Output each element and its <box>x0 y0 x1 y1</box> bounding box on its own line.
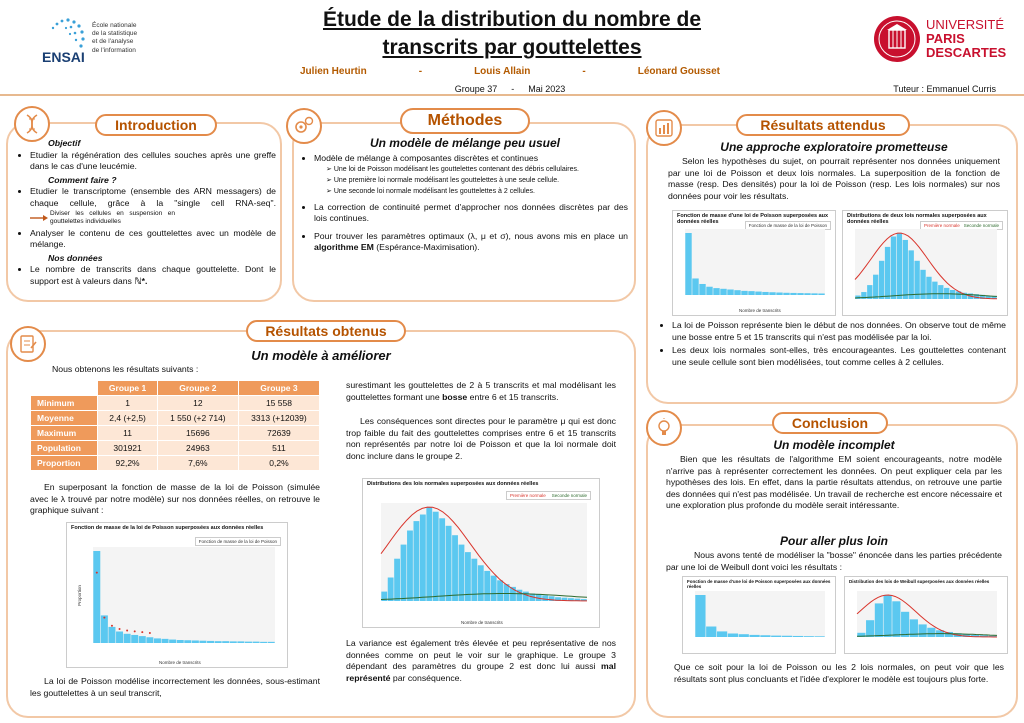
histogram-bar <box>446 526 452 601</box>
obtenus-intro: Nous obtenons les résultats suivants : <box>52 364 199 374</box>
date-label: Mai 2023 <box>528 84 566 94</box>
comment-text-2: • Analyser le contenu de ces gouttelettes avec un modèle de mélange. <box>30 228 276 251</box>
objectif-heading: Objectif <box>48 138 81 148</box>
histogram-bar <box>253 642 260 643</box>
methodes-bullet-1-text: Modèle de mélange à composantes discrètes et continues <box>314 153 539 163</box>
histogram-bar <box>177 640 184 643</box>
histogram-bar <box>685 233 691 295</box>
table-header: Groupe 3 <box>238 381 319 396</box>
methodes-b3-bold: algorithme EM <box>314 242 374 253</box>
header-divider <box>0 94 1024 96</box>
conclusion-subtitle-2: Pour aller plus loin <box>779 534 889 548</box>
obtenus-p6-bold: mal représenté <box>346 661 616 683</box>
table-cell: Population <box>31 441 98 456</box>
histogram-bar <box>891 236 896 299</box>
table-cell: Minimum <box>31 396 98 411</box>
ensai-sub-line: et de l'analyse <box>92 38 134 46</box>
conclusion-weibull-figure <box>844 576 1008 654</box>
obtenus-subtitle: Un modèle à améliorer <box>251 348 391 363</box>
attendus-bullet-1: • La loi de Poisson représente bien le début de nos données. On observe tout de même une bosse entre 5 et 15 transcrits qui n'est pas modélisée par la loi. <box>672 320 1006 343</box>
histogram-bar <box>762 292 768 295</box>
paris-descartes-wordmark <box>926 18 1006 60</box>
histogram-bar <box>108 627 115 643</box>
histogram-bar <box>452 535 458 601</box>
table-cell: 92,2% <box>98 456 158 471</box>
histogram-bar <box>230 641 237 643</box>
ensai-subtitle <box>92 22 172 55</box>
table-row <box>31 456 320 471</box>
histogram-bar <box>932 282 937 299</box>
histogram-bar <box>919 624 927 637</box>
obtenus-poisson-figure <box>66 522 288 668</box>
histogram-bar <box>926 277 931 299</box>
methodes-bullet-3 <box>314 231 628 254</box>
histogram-bar <box>938 285 943 299</box>
paris-logo-line: PARIS <box>926 31 965 46</box>
table-row <box>31 411 320 426</box>
table-cell: 1 <box>98 396 158 411</box>
histogram-bar <box>439 518 445 601</box>
table-cell: 2,4 (+2,5) <box>98 411 158 426</box>
histogram-bar <box>804 293 810 295</box>
objectif-text: • Etudier la régénération des cellules souches après une greffe dans le cas d'une leucémie. <box>30 150 276 173</box>
histogram-bar <box>237 641 244 643</box>
histogram-bar <box>192 640 199 643</box>
table-cell: Maximum <box>31 426 98 441</box>
obtenus-p4-text: surestimant les gouttelettes de 2 à 5 transcrits et mal modélisant les gouttelettes formant une <box>346 380 616 402</box>
histogram-bar <box>818 293 824 295</box>
fig1-legend: Fonction de masse de la loi de Poisson <box>745 221 831 230</box>
histogram-bar <box>401 545 407 601</box>
methodes-sub-item: ➢ Une seconde loi normale modélisant les gouttelettes à 2 cellules. <box>326 187 628 196</box>
histogram-bar <box>699 284 705 295</box>
histogram-bar <box>903 240 908 299</box>
fig2-legend-item: Première normale <box>923 223 960 228</box>
histogram-bar <box>713 288 719 295</box>
fig4-xlabel: Nombre de transcrits <box>461 620 503 625</box>
histogram-bar <box>728 634 738 638</box>
fig2-legend-item: Seconde normale <box>963 223 999 228</box>
table-cell: 11 <box>98 426 158 441</box>
fig2-title: Distributions de deux lois normales superposées aux données réelles <box>847 213 987 225</box>
fig5-chart <box>687 589 833 649</box>
fig6-chart <box>849 589 1005 649</box>
histogram-bar <box>692 278 698 295</box>
group-date <box>360 84 660 94</box>
fig4-chart <box>373 501 595 613</box>
histogram-bar <box>875 603 883 637</box>
histogram-bar <box>793 636 803 637</box>
fig3-ylabel: Proportion <box>76 585 82 606</box>
histogram-bar <box>741 291 747 295</box>
plot-area <box>685 229 825 295</box>
conclusion-poisson-figure <box>682 576 836 654</box>
histogram-bar <box>491 576 497 601</box>
histogram-bar <box>523 592 529 601</box>
histogram-bar <box>426 507 432 601</box>
table-cell: 511 <box>238 441 319 456</box>
dna-icon <box>14 106 50 142</box>
poisson-point <box>149 632 151 634</box>
group-sep: - <box>511 84 515 94</box>
histogram-bar <box>790 293 796 295</box>
poisson-point <box>119 628 121 630</box>
histogram-bar <box>814 636 824 637</box>
histogram-bar <box>484 571 490 601</box>
title-line-2: transcrits par gouttelettes <box>382 36 642 59</box>
group-label: Groupe 37 <box>454 84 498 94</box>
fig4-legend-item: Seconde normale <box>551 493 587 498</box>
histogram-bar <box>139 636 146 643</box>
obtenus-p4-bold: bosse <box>442 391 468 402</box>
methodes-sub-item: ➢ Une loi de Poisson modélisant les gouttelettes contenant des débris cellulaires. <box>326 165 628 174</box>
obtenus-p6 <box>346 638 616 684</box>
histogram-bar <box>879 261 884 299</box>
fig3-title: Fonction de masse de la loi de Poisson superposées aux données réelles <box>71 525 264 531</box>
histogram-bar <box>478 565 484 601</box>
attendus-bullet-2: • Les deux lois normales sont-elles, très encourageantes. Les gouttelettes contenant une seule cellule sont bien modélisées, tout comme celles à 2 cellules. <box>672 345 1006 368</box>
histogram-bar <box>927 628 935 637</box>
histogram-bar <box>169 640 176 643</box>
obtenus-p4-post: entre 6 et 15 transcrits. <box>469 391 559 402</box>
table-header: Groupe 1 <box>98 381 158 396</box>
fig1-chart <box>677 227 833 307</box>
attendus-poisson-figure <box>672 210 836 316</box>
conclusion-p2: Nous avons tenté de modéliser la "bosse" énoncée dans les parties précédente par une loi de Weibull dont voici les résultats : <box>666 550 1002 572</box>
histogram-bar <box>542 595 548 601</box>
table-cell: 1 550 (+2 714) <box>157 411 238 426</box>
histogram-bar <box>873 275 878 299</box>
fig3-xlabel: Nombre de transcrits <box>159 660 201 665</box>
poisson-point <box>134 630 136 632</box>
histogram-bar <box>776 293 782 295</box>
introduction-title: Introduction <box>95 114 217 136</box>
tutor-label: Tuteur : Emmanuel Curris <box>893 84 996 94</box>
histogram-bar <box>720 289 726 295</box>
histogram-bar <box>388 578 394 602</box>
results-table <box>30 380 320 471</box>
histogram-bar <box>413 521 419 601</box>
histogram-bar <box>734 290 740 295</box>
histogram-bar <box>215 641 222 643</box>
author-name: Julien Heurtin <box>300 66 367 77</box>
table-cell: 0,2% <box>238 456 319 471</box>
histogram-bar <box>93 551 100 643</box>
histogram-bar <box>706 627 716 638</box>
histogram-bar <box>101 615 108 643</box>
fig6-title: Distribution des lois de Weibull superposées aux données réelles <box>849 579 990 584</box>
table-cell: Moyenne <box>31 411 98 426</box>
ensai-sub-line: École nationale <box>92 22 137 29</box>
donnees-heading: Nos données <box>48 252 103 263</box>
arrow-note: Diviser les cellules en suspension en gouttelettes individuelles <box>50 209 175 225</box>
table-cell: Proportion <box>31 456 98 471</box>
conclusion-title: Conclusion <box>772 412 888 434</box>
histogram-bar <box>885 247 890 299</box>
histogram-bar <box>892 601 900 637</box>
histogram-bar <box>199 641 206 643</box>
authors <box>300 66 720 77</box>
author-sep: - <box>582 66 586 77</box>
obtenus-p2: En superposant la fonction de masse de la loi de Poisson (simulée avec le λ trouvé par notre modèle) sur nos données réelles, on retrouve le graphique suivant : <box>30 482 320 516</box>
conclusion-subtitle: Un modèle incomplet <box>773 438 895 452</box>
fig4-title: Distributions des lois normales superposées aux données réelles <box>367 481 539 487</box>
donnees-text <box>30 264 276 287</box>
attendus-subtitle: Une approche exploratoire prometteuse <box>720 140 948 154</box>
arrow-right-icon <box>30 215 48 221</box>
fig3-chart <box>85 545 283 655</box>
obtenus-p6-post: par conséquence. <box>392 672 462 683</box>
table-cell: 301921 <box>98 441 158 456</box>
histogram-bar <box>162 639 169 643</box>
paris-descartes-seal-icon <box>872 14 922 64</box>
histogram-bar <box>909 250 914 299</box>
histogram-bar <box>433 512 439 601</box>
conclusion-p1: Bien que les résultats de l'algorithme EM soient encourageants, notre modèle n'arrive pas à représenter correctement les données. On peut expliquer cela par les hypothèses des lois. En effet, dans la partie résultats attendus, on retrouve une partie des données qui n'est pas modélisée. Un travail de recherche est encore nécessaire et une exploration plus profonde du modèle serait intéressante. <box>666 454 1002 511</box>
histogram-bar <box>207 641 214 643</box>
histogram-bar <box>260 642 267 643</box>
histogram-bar <box>783 293 789 295</box>
histogram-bar <box>884 595 892 637</box>
author-sep: - <box>418 66 423 77</box>
histogram-bar <box>782 636 792 637</box>
obtenus-p5: Les conséquences sont directes pour le paramètre μ qui est donc trop faible du fait des gouttelettes comprises entre 6 et 15 transcrits non représentés par notre loi de Poisson et que la loi normale doit donc inclure dans le groupe 2. <box>346 416 616 461</box>
title-line-1: Étude de la distribution du nombre de <box>322 8 701 31</box>
histogram-bar <box>771 636 781 637</box>
table-cell: 15696 <box>157 426 238 441</box>
methodes-b3-post: (Espérance-Maximisation). <box>376 242 480 253</box>
histogram-bar <box>497 580 503 601</box>
introduction-body <box>18 138 276 290</box>
methodes-sublist <box>314 165 628 196</box>
histogram-bar <box>797 293 803 295</box>
ensai-logo-text: ENSAI <box>42 49 85 65</box>
histogram-bar <box>866 620 874 637</box>
comment-text-1 <box>30 186 276 225</box>
histogram-bar <box>465 552 471 601</box>
obtenus-p3: La loi de Poisson modélise incorrectement les données, sous-estimant les gouttelettes à un seul transcrit, <box>30 676 320 698</box>
histogram-bar <box>124 634 131 643</box>
fig2-chart <box>847 227 1005 311</box>
attendus-paragraph: Selon les hypothèses du sujet, on pourrait représenter nos données uniquement par une loi de Poisson et deux lois normales. La superposition de la fonction de masse (resp. Des densités) pour la loi de Poisson (resp. Les lois normales) sur nos données pour voir les résultats. <box>668 156 1000 201</box>
methodes-bullet-2: • La correction de continuité permet d'approcher nos données discrètes par des lois continues. <box>314 202 628 225</box>
histogram-bar <box>727 289 733 295</box>
table-header <box>31 381 98 396</box>
histogram-bar <box>760 635 770 637</box>
histogram-bar <box>695 595 705 637</box>
table-cell: 7,6% <box>157 456 238 471</box>
histogram-bar <box>755 292 761 295</box>
poisson-point <box>111 625 113 627</box>
histogram-bar <box>897 233 902 299</box>
methodes-b3-pre: Pour trouver les paramètres optimaux (λ, μ et σ), nous avons mis en place un <box>314 230 628 241</box>
paris-logo-line: UNIVERSITÉ <box>926 17 1005 32</box>
ensai-sub-line: de la statistique <box>92 30 138 38</box>
methodes-body <box>302 153 628 256</box>
table-header-row <box>31 381 320 396</box>
author-name: Louis Allain <box>474 66 531 77</box>
histogram-bar <box>407 531 413 602</box>
histogram-bar <box>749 635 759 637</box>
histogram-bar <box>804 636 814 637</box>
poisson-point <box>141 631 143 633</box>
conclusion-p3: Que ce soit pour la loi de Poisson ou les 2 lois normales, on peut voir que les résultats sont plus concluants et l'idée d'explorer le modèle est toujours plus forte. <box>674 662 1004 684</box>
histogram-bar <box>222 641 229 643</box>
table-row <box>31 396 320 411</box>
methodes-bullet-1 <box>314 153 628 196</box>
table-cell: 3313 (+12039) <box>238 411 319 426</box>
histogram-bar <box>459 545 465 601</box>
poisson-point <box>126 630 128 632</box>
fig1-xlabel: Nombre de transcrits <box>739 308 781 313</box>
obtenus-title: Résultats obtenus <box>246 320 406 342</box>
obtenus-p4 <box>346 380 616 403</box>
histogram-bar <box>146 637 153 643</box>
attendus-bullets <box>660 320 1006 370</box>
histogram-bar <box>717 631 727 637</box>
histogram-bar <box>739 634 749 637</box>
histogram-bar <box>394 559 400 601</box>
fig5-title: Fonction de masse d'une loi de Poisson superposées aux données réelles <box>687 579 831 589</box>
table-header: Groupe 2 <box>157 381 238 396</box>
histogram-bar <box>131 635 138 643</box>
table-row <box>31 441 320 456</box>
comment-heading: Comment faire ? <box>48 174 117 185</box>
table-cell: 12 <box>157 396 238 411</box>
author-name: Léonard Gousset <box>637 66 720 77</box>
donnees-body: Le nombre de transcrits dans chaque gouttelette. Dont le support est à valeurs dans <box>30 264 276 286</box>
histogram-bar <box>268 642 275 643</box>
histogram-bar <box>811 293 817 295</box>
table-row <box>31 426 320 441</box>
donnees-set: ℕ*. <box>134 275 148 286</box>
comment-text-1-body: Etudier le transcriptome (ensemble des ARN messagers) de chaque cellule, grâce à la "single cell RNA-seq". <box>30 186 276 208</box>
table-cell: 72639 <box>238 426 319 441</box>
table-cell: 15 558 <box>238 396 319 411</box>
obtenus-normales-figure <box>362 478 600 628</box>
methodes-subtitle: Un modèle de mélange peu usuel <box>369 136 561 150</box>
attendus-normales-figure <box>842 210 1008 316</box>
fig1-title: Fonction de masse d'une loi de Poisson superposées aux données réelles <box>677 213 829 225</box>
histogram-bar <box>901 612 909 637</box>
histogram-bar <box>769 292 775 295</box>
methodes-sub-item: ➢ Une première loi normale modélisant les gouttelettes à une seule cellule. <box>326 176 628 185</box>
ensai-sub-line: de l'information <box>92 46 136 54</box>
histogram-bar <box>116 632 123 644</box>
poisson-point <box>103 617 105 619</box>
fig3-legend: Fonction de masse de la loi de Poisson <box>195 537 281 546</box>
fig4-legend <box>506 491 591 500</box>
histogram-bar <box>154 638 161 643</box>
histogram-bar <box>420 515 426 601</box>
attendus-title: Résultats attendus <box>736 114 910 136</box>
methodes-title: Méthodes <box>400 108 530 134</box>
table-cell: 24963 <box>157 441 238 456</box>
poster-title <box>250 6 774 62</box>
fig4-legend-item: Première normale <box>509 493 546 498</box>
obtenus-p6-text: La variance est également très élevée et peu représentative de nos données comme on peut le voir sur le graphique. Le groupe 3 dépendant des paramètres du groupe 2 est donc lui aussi <box>346 638 616 672</box>
histogram-bar <box>914 261 919 299</box>
histogram-bar <box>748 291 754 295</box>
poisson-point <box>96 572 98 574</box>
histogram-bar <box>184 640 191 643</box>
paris-logo-line: DESCARTES <box>926 45 1007 60</box>
histogram-bar <box>245 642 252 643</box>
histogram-bar <box>706 287 712 295</box>
